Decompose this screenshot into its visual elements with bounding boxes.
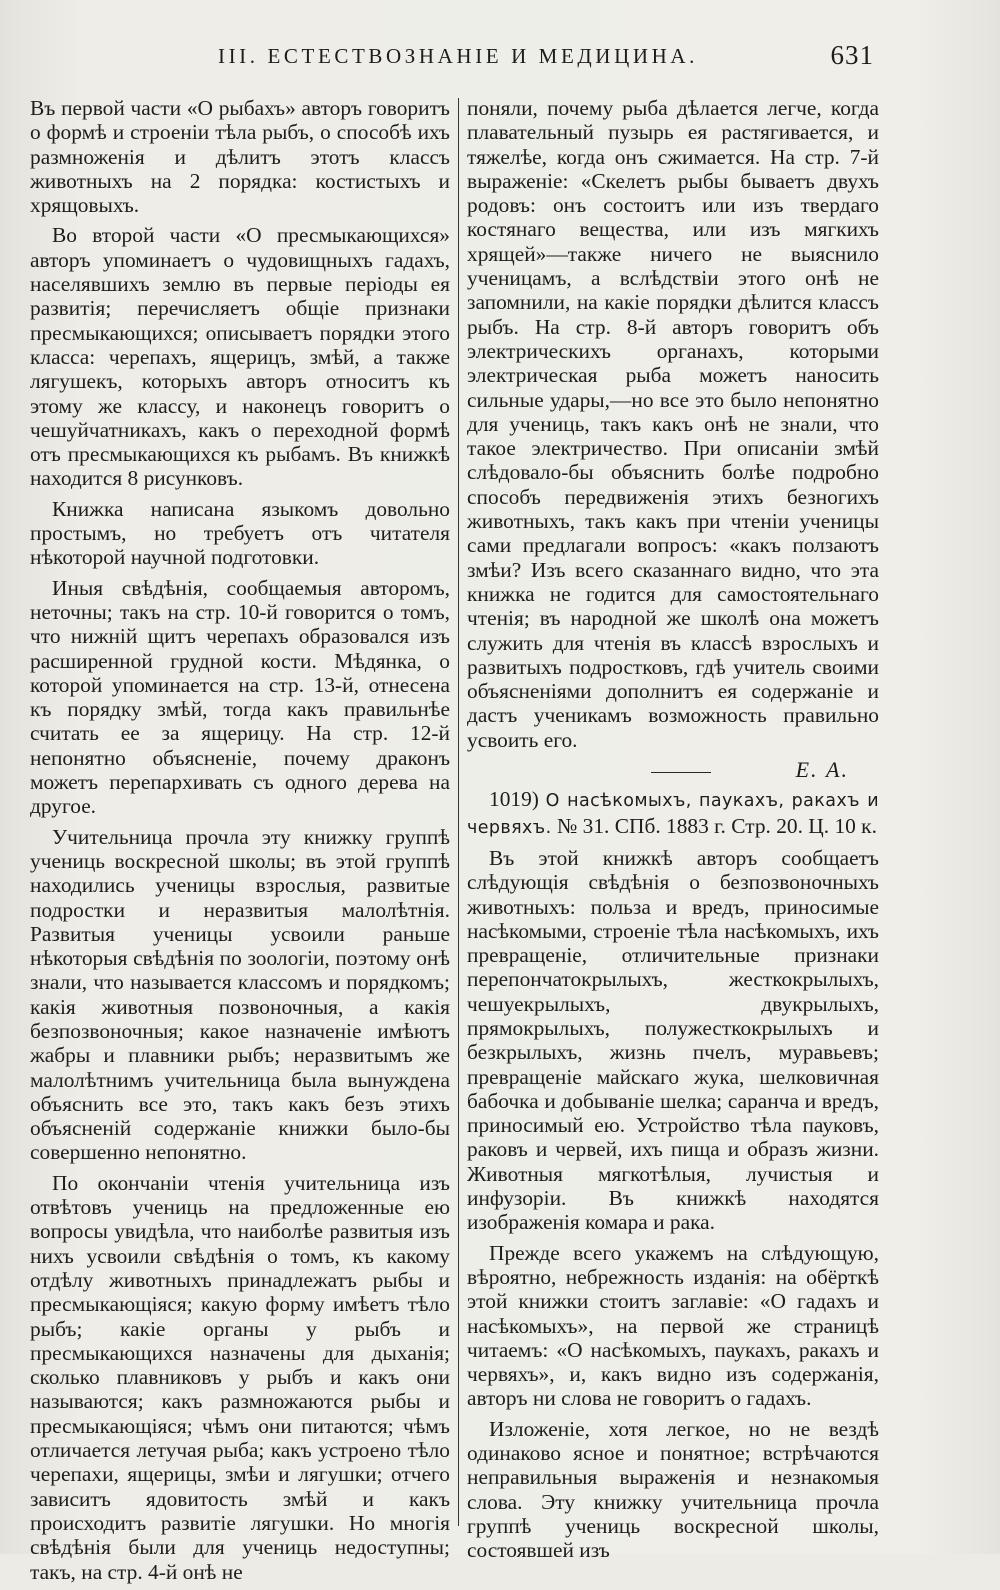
paragraph: Во второй части «О пресмыкающихся» авторъ упоминаетъ о чудовищныхъ гадахъ, населявшихъ землю въ первые періоды ея развитія; перечисляетъ общіе признаки пресмыкающихся; описываетъ порядки этого класса: черепахъ, ящерицъ, змѣй, а также лягушекъ, которыхъ авторъ относитъ къ этому же классу, и наконецъ говоритъ о чешуйчатникахъ, какъ о переходной формѣ отъ пресмыкающихся къ рыбамъ. Въ книжкѣ находится 8 рисунковъ. [30,223,450,491]
entry-title: О насѣкомыхъ, паукахъ, ракахъ и червяхъ. [467,791,879,838]
paragraph: Въ этой книжкѣ авторъ сообщаетъ слѣдующія свѣдѣнія о безпозвоночныхъ животныхъ: польза и вредъ, приносимые насѣкомыми, строеніе тѣла насѣкомыхъ, ихъ превращеніе, отличительные признаки перепончатокрылыхъ, жесткокрылыхъ, чешуекрылыхъ, двукрылыхъ, прямокрылыхъ, полужесткокрылыхъ и безкрылыхъ, жизнь пчелъ, муравьевъ; превращеніе майскаго жука, шелковичная бабочка и добываніе шелка; саранча и вредъ, приносимый ею. Устройство тѣла пауковъ, раковъ и червей, ихъ пища и образъ жизни. Животныя мягкотѣлыя, лучистыя и инфузоріи. Въ книжкѣ находятся изображенія комара и рака. [467,845,879,1235]
running-header [0,40,1000,76]
paragraph: По окончаніи чтенія учительница изъ отвѣтовъ учениць на предложенные ею вопросы увидѣла, что наиболѣе развитыя изъ нихъ усвоили свѣдѣнія о томъ, къ какому отдѣлу животныхъ принадлежатъ рыбы и пресмыкающіяся; какую форму имѣетъ тѣло рыбъ; какіе органы у рыбъ и пресмыкающихся назначены для дыханія; сколько плавниковъ у рыбъ и какъ они называются; какъ размножаются рыбы и пресмыкающіяся; чѣмъ они питаются; чѣмъ отличается летучая рыба; какъ устроено тѣло черепахи, ящерицы, змѣи и лягушки; отчего зависитъ ядовитость змѣй и какъ происходитъ развитіе лягушки. Но многія свѣдѣнія были для учениць недоступны; такъ, на стр. 4-й онѣ не [30,1170,450,1584]
paragraph: Книжка написана языкомъ довольно простымъ, но требуетъ отъ читателя нѣкоторой научной подготовки. [30,496,450,570]
paragraph: Иныя свѣдѣнія, сообщаемыя авторомъ, неточны; такъ на стр. 10-й говорится о томъ, что нижній щитъ черепахъ образовался изъ расширенной грудной кости. Мѣдянка, о которой упоминается на стр. 13-й, отнесена къ порядку змѣй, тогда какъ правильнѣе считать ее за ящерицу. На стр. 12-й непонятно объясненіе, почему драконъ можетъ перепархивать съ одного дерева на другое. [30,575,450,819]
paragraph: Прежде всего укажемъ на слѣдующую, вѣроятно, небрежность изданія: на обёрткѣ этой книжки стоитъ заглавіе: «О гадахъ и насѣкомыхъ», на первой же страницѣ читаемъ: «О насѣкомыхъ, паукахъ, ракахъ и червяхъ», и, какъ видно изъ содержанія, авторъ ни слова не говоритъ о гадахъ. [467,1240,879,1411]
paragraph: Изложеніе, хотя легкое, но не вездѣ одинаково ясное и понятное; встрѣчаются неправильныя выраженія и незнакомыя слова. Эту книжку учительница прочла группѣ учениць воскресной школы, состоявшей изъ [467,1416,879,1563]
bibliographic-entry [467,787,879,840]
entry-number: 1019) [489,787,539,812]
page-number: 631 [830,40,874,70]
paragraph: поняли, почему рыба дѣлается легче, когда плавательный пузырь ея растягивается, и тяжелѣе, когда онъ сжимается. На стр. 7-й выраженіе: «Скелетъ рыбы бываетъ двухъ родовъ: онъ состоитъ или изъ твердаго костянаго вещества, или изъ мягкихъ хрящей»—также ничего не выяснило ученицамъ, а вслѣдствіи этого онѣ не запомнили, на какіе порядки дѣлится классъ рыбъ. На стр. 8-й авторъ говоритъ объ электрическихъ органахъ, которыми электрическая рыба можетъ наносить сильные удары,—но все это было непонятно для учениць, такъ какъ онѣ не знали, что такое электричество. При описаніи змѣй слѣдовало-бы объяснить болѣе подробно способъ передвиженія этихъ безногихъ животныхъ, такъ какъ при чтеніи ученицы сами предлагали вопросъ: «какъ ползаютъ змѣи? Изъ всего сказаннаго видно, что эта книжка не годится для самостоятельнаго чтенія; въ народной же школѣ она можетъ служить для чтенія въ классѣ взрослыхъ и развитыхъ подростковъ, гдѣ учитель своими объясненіями дополнитъ ея содержаніе и дастъ ученикамъ возможность правильно усвоить его. [467,96,879,752]
review-signature: Е. А. [795,757,849,783]
right-column [467,96,879,1569]
paragraph: Учительница прочла эту книжку группѣ учениць воскресной школы; въ этой группѣ находились ученицы взрослыя, развитые подростки и неразвитыя малолѣтнія. Развитыя ученицы усвоили раньше нѣкоторыя свѣдѣнія по зоологіи, поэтому онѣ знали, что называется классомъ и порядкомъ; какія животныя позвоночныя, а какія безпозвоночныя; какое назначеніе имѣютъ жабры и плавники рыбъ; неразвитымъ же малолѣтнимъ учительница была вынуждена объяснить все это, такъ какъ безъ этихъ объясненій содержаніе книжки было-бы совершенно непонятно. [30,824,450,1165]
entry-details: № 31. СПб. 1883 г. Стр. 20. Ц. 10 к. [556,813,877,838]
paragraph: Въ первой части «О рыбахъ» авторъ говоритъ о формѣ и строеніи тѣла рыбъ, о способѣ ихъ размноженія и дѣлитъ этотъ классъ животныхъ на 2 порядка: костистыхъ и хрящовыхъ. [30,96,450,218]
column-divider [458,98,459,1526]
section-title: III. ЕСТЕСТВОЗНАНІЕ И МЕДИЦИНА. [218,44,698,68]
separator-rule [651,772,711,773]
left-column [30,96,450,1590]
